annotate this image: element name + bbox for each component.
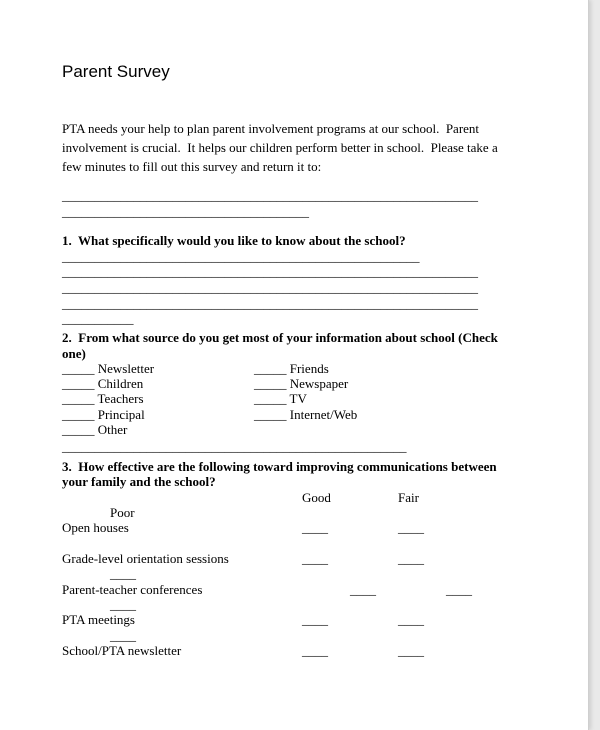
return-to-line-2[interactable]: ______________________________________	[62, 204, 309, 219]
q2-blank[interactable]: _____	[254, 361, 287, 376]
q2-blank[interactable]: _____	[62, 407, 95, 422]
q2-option-children[interactable]	[62, 376, 143, 391]
q1-answer-line-1[interactable]: _______________________________________________________	[62, 249, 420, 264]
q2-option-newspaper[interactable]	[254, 376, 348, 391]
question-2-line-2: one)	[62, 346, 86, 361]
q3-blank-good[interactable]: ____	[302, 643, 328, 658]
q2-option-tv[interactable]	[254, 391, 307, 406]
column-fair: Fair	[398, 490, 419, 505]
column-poor: Poor	[110, 505, 135, 520]
q2-option-label: Newspaper	[289, 376, 349, 391]
q3-item-newsletter: School/PTA newsletter	[62, 643, 182, 658]
question-3-line-1: 3. How effective are the following toward improving communications between	[62, 459, 497, 474]
q3-item-pta-meetings: PTA meetings	[62, 612, 135, 627]
q2-option-label: Internet/Web	[289, 407, 358, 422]
q3-item-open-houses: Open houses	[62, 520, 129, 535]
q2-other-line[interactable]: _____________________________________________________	[62, 439, 407, 454]
intro-line-2: involvement is crucial. It helps our children perform better in school. Please take a	[62, 140, 498, 155]
q2-option-label: Teachers	[97, 391, 144, 406]
q3-blank-fair[interactable]: ____	[446, 582, 472, 597]
q3-blank-good[interactable]: ____	[302, 551, 328, 566]
question-2-line-1: 2. From what source do you get most of your information about school (Check	[62, 330, 498, 345]
q2-option-internet-web[interactable]	[254, 407, 357, 422]
q2-option-principal[interactable]	[62, 407, 145, 422]
q3-blank-fair[interactable]: ____	[398, 551, 424, 566]
q3-blank-fair[interactable]: ____	[398, 612, 424, 627]
q3-blank-fair[interactable]: ____	[398, 643, 424, 658]
q2-blank[interactable]: _____	[62, 361, 95, 376]
q2-blank[interactable]: _____	[254, 391, 287, 406]
q2-blank[interactable]: _____	[254, 376, 287, 391]
q2-option-label: Other	[97, 422, 128, 437]
q2-option-label: Newsletter	[97, 361, 155, 376]
q2-option-label: Children	[97, 376, 144, 391]
q1-answer-line-5[interactable]: ___________	[62, 311, 134, 326]
q2-blank[interactable]: _____	[62, 422, 95, 437]
q2-blank[interactable]: _____	[62, 391, 95, 406]
q3-item-grade-level: Grade-level orientation sessions	[62, 551, 229, 566]
intro-line-3: few minutes to fill out this survey and return it to:	[62, 159, 322, 174]
q3-blank-poor[interactable]: ____	[110, 628, 136, 643]
question-1: 1. What specifically would you like to know about the school?	[62, 233, 406, 248]
q2-option-teachers[interactable]	[62, 391, 144, 406]
intro-line-1: PTA needs your help to plan parent involvement programs at our school. Parent	[62, 121, 480, 136]
q2-option-other[interactable]	[62, 422, 127, 437]
q3-item-parent-teacher: Parent-teacher conferences	[62, 582, 203, 597]
return-to-line-1[interactable]: ________________________________________________________________	[62, 188, 478, 203]
q3-blank-fair[interactable]: ____	[398, 520, 424, 535]
q1-answer-line-4[interactable]: ________________________________________________________________	[62, 296, 478, 311]
question-3-line-2: your family and the school?	[62, 474, 216, 489]
q3-blank-good[interactable]: ____	[302, 520, 328, 535]
q3-blank-good[interactable]: ____	[350, 582, 376, 597]
q2-option-friends[interactable]	[254, 361, 329, 376]
column-good: Good	[302, 490, 331, 505]
q1-answer-line-3[interactable]: ________________________________________________________________	[62, 280, 478, 295]
page-title: Parent Survey	[62, 62, 170, 81]
q3-blank-good[interactable]: ____	[302, 612, 328, 627]
q2-blank[interactable]: _____	[254, 407, 287, 422]
q3-blank-poor[interactable]: ____	[110, 597, 136, 612]
q2-option-label: Friends	[289, 361, 329, 376]
q2-option-newsletter[interactable]	[62, 361, 154, 376]
q3-blank-poor[interactable]: ____	[110, 566, 136, 581]
q2-blank[interactable]: _____	[62, 376, 95, 391]
q2-option-label: Principal	[97, 407, 145, 422]
q1-answer-line-2[interactable]: ________________________________________________________________	[62, 264, 478, 279]
q2-option-label: TV	[289, 391, 307, 406]
